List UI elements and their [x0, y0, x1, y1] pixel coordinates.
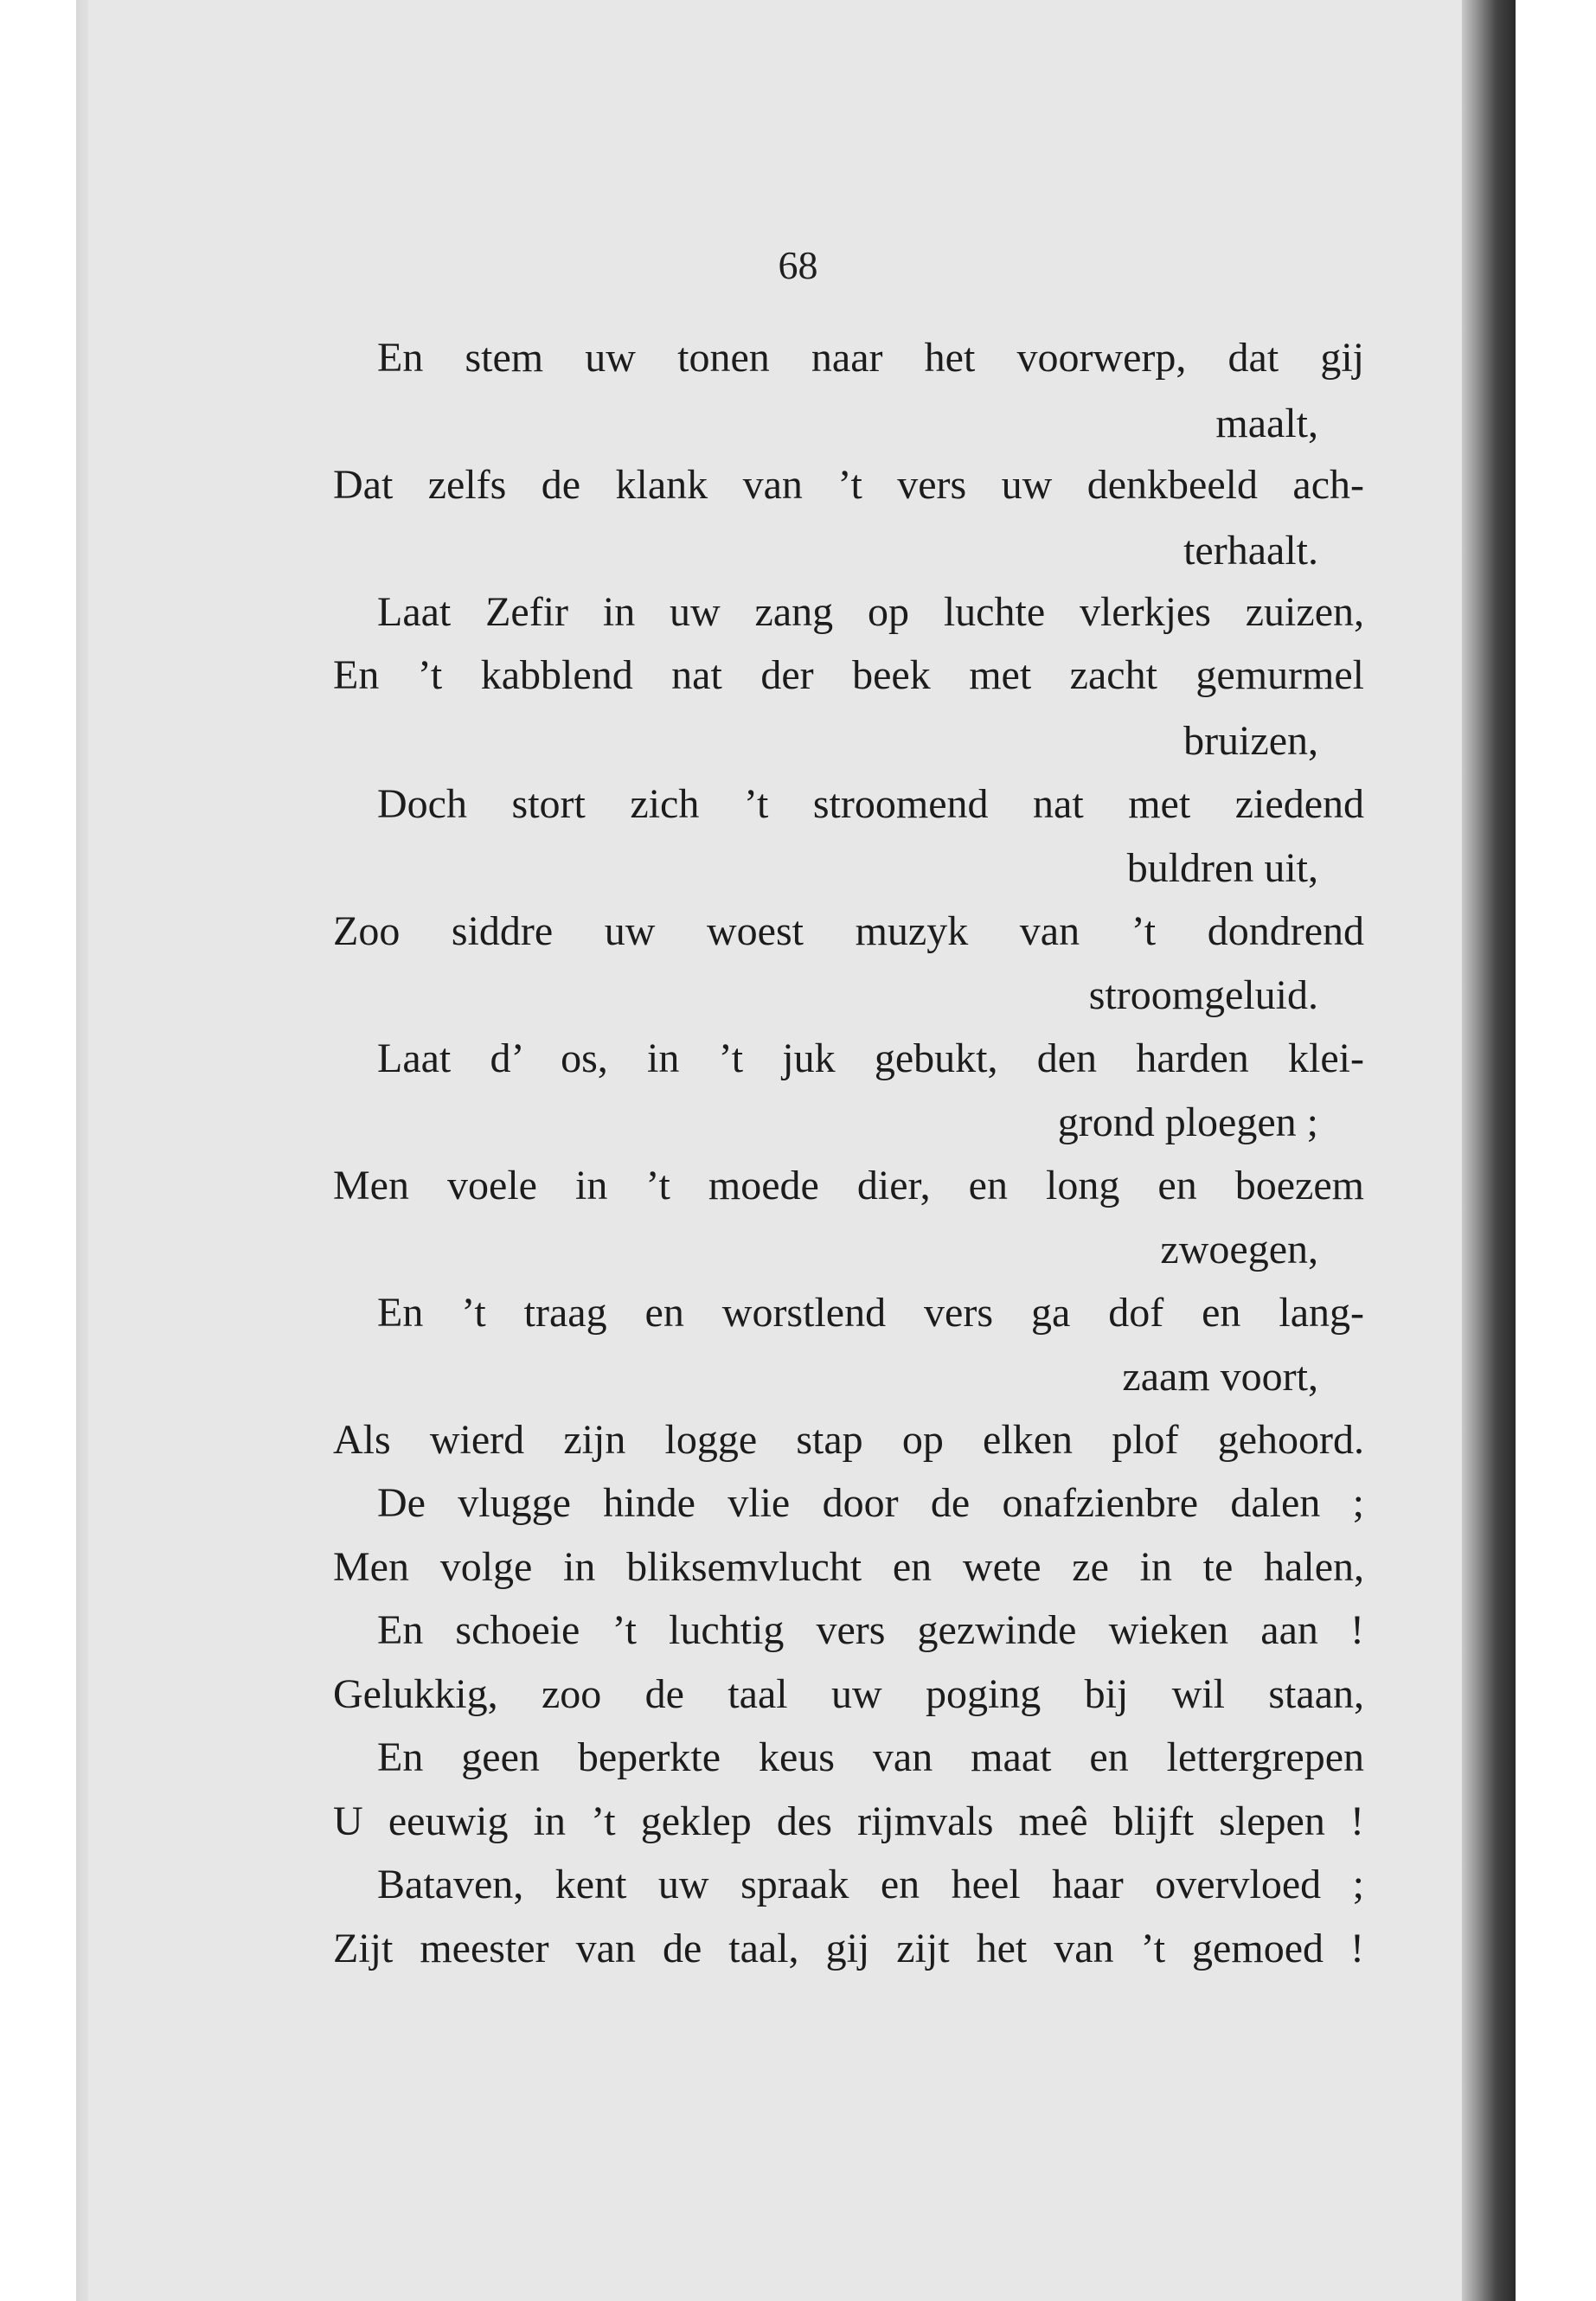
verse-line: Zijt meester van de taal, gij zijt het van ’t gemoed ! [333, 1926, 1364, 1971]
verse-line-continuation: grond ploegen ; [1057, 1099, 1318, 1145]
verse-line: Doch stort zich ’t stroomend nat met ziedend [377, 781, 1364, 827]
verse-line-continuation: bruizen, [1183, 718, 1318, 764]
verse-line: U eeuwig in ’t geklep des rijmvals meê blijft slepen ! [333, 1798, 1364, 1844]
verse-line: En stem uw tonen naar het voorwerp, dat gij [377, 335, 1364, 381]
verse-line: En geen beperkte keus van maat en lettergrepen [377, 1734, 1364, 1780]
verse-line: Gelukkig, zoo de taal uw poging bij wil staan, [333, 1671, 1364, 1717]
verse-line: En schoeie ’t luchtig vers gezwinde wieken aan ! [377, 1607, 1364, 1653]
verse-line-continuation: zwoegen, [1160, 1227, 1318, 1272]
verse-line: Men volge in bliksemvlucht en wete ze in te halen, [333, 1544, 1364, 1590]
page-number: 68 [778, 243, 818, 287]
verse-line-continuation: zaam voort, [1122, 1354, 1318, 1400]
verse-line-continuation: stroomgeluid. [1088, 972, 1318, 1018]
verse-line: Bataven, kent uw spraak en heel haar overvloed ; [377, 1862, 1364, 1907]
verse-line: En ’t traag en worstlend vers ga dof en lang- [377, 1290, 1364, 1336]
verse-line: Als wierd zijn logge stap op elken plof gehoord. [333, 1417, 1364, 1463]
verse-line-continuation: buldren uit, [1126, 845, 1318, 891]
verse-line-continuation: terhaalt. [1183, 528, 1318, 574]
verse-line: En ’t kabblend nat der beek met zacht gemurmel [333, 652, 1364, 698]
verse-line: Dat zelfs de klank van ’t vers uw denkbeeld ach- [333, 462, 1364, 508]
verse-line: De vlugge hinde vlie door de onafzienbre dalen ; [377, 1480, 1364, 1526]
verse-line: Laat Zefir in uw zang op luchte vlerkjes zuizen, [377, 589, 1364, 635]
verse-line-continuation: maalt, [1215, 401, 1318, 446]
verse-line: Zoo siddre uw woest muzyk van ’t dondrend [333, 908, 1364, 954]
verse-line: Laat d’ os, in ’t juk gebukt, den harden klei- [377, 1035, 1364, 1081]
verse-line: Men voele in ’t moede dier, en long en boezem [333, 1163, 1364, 1208]
page-edge-shadow [1462, 0, 1516, 2301]
